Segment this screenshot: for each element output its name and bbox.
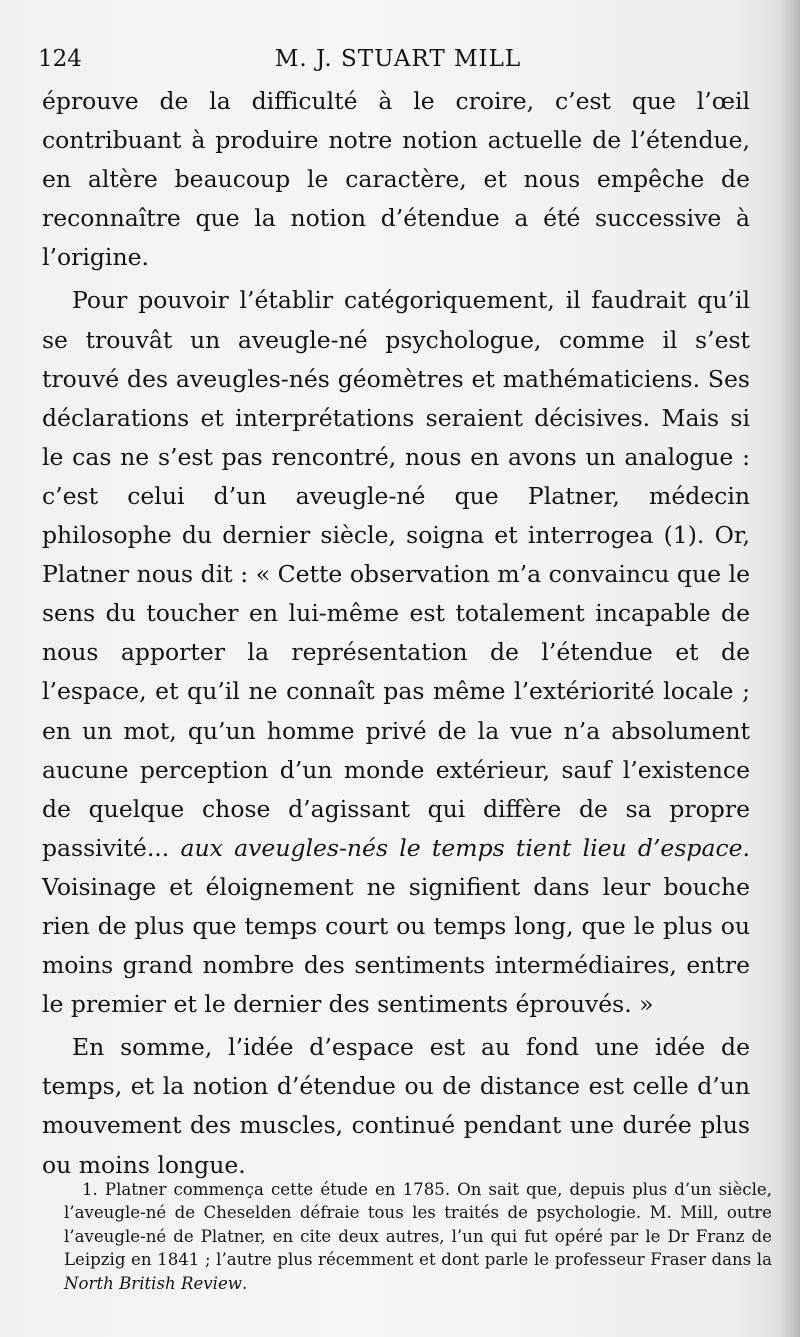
body-text [42,82,750,1185]
paragraph-1-text: éprouve de la difficulté à le croire, c’est que l’œil contribuant à produire notre notion actuelle de l’étendue, en altère beaucoup le caractère, et nous empêche de reconnaître que la notion d’étendue a été successive à l’origine. [42,87,750,272]
footnote-journal-title: North British Review [64,1273,242,1293]
paragraph-1 [42,82,750,277]
page-edge-shadow [778,0,800,1337]
paragraph-2-text-b: Voisinage et éloignement ne signifient dans leur bouche rien de plus que temps court ou temps long, que le plus ou moins grand nombre des sentiments intermédiaires, entre le premier et le dernier des sentiments éprouvés. » [42,872,750,1019]
page-number: 124 [38,46,82,72]
footnote-text-b: . [241,1273,248,1293]
running-title: M. J. STUART MILL [274,46,522,72]
footnote [64,1178,772,1295]
paragraph-2-italic-quote: aux aveugles-nés le temps tient lieu d’espace. [180,833,750,862]
paragraph-2 [42,281,750,1024]
paragraph-3 [42,1028,750,1184]
paragraph-2-text-a: Pour pouvoir l’établir catégoriquement, il faudrait qu’il se trouvât un aveugle-né psychologue, comme il s’est trouvé des aveugles-nés géomètres et mathématiciens. Ses déclarations et interprétations seraient décisives. Mais si le cas ne s’est pas rencontré, nous en avons un analogue : c’est celui d’un aveugle-né que Platner, médecin philosophe du dernier siècle, soigna et interrogea (1). Or, Platner nous dit : « Cette observation m’a convaincu que le sens du toucher en lui-même est totalement incapable de nous apporter la représentation de l’étendue et de l’espace, et qu’il ne connaît pas même l’extériorité locale ; en un mot, qu’un homme privé de la vue n’a absolument aucune perception d’un monde extérieur, sauf l’existence de quelque chose d’agissant qui diffère de sa propre passivité... [42,286,750,862]
page-header [38,42,758,76]
paragraph-3-text: En somme, l’idée d’espace est au fond une idée de temps, et la notion d’étendue ou de distance est celle d’un mouvement des muscles, continué pendant une durée plus ou moins longue. [42,1033,750,1179]
footnote-1 [64,1178,772,1295]
footnote-text-a: 1. Platner commença cette étude en 1785. On sait que, depuis plus d’un siècle, l’aveugle-né de Cheselden défraie tous les traités de psychologie. M. Mill, outre l’aveugle-né de Platner, en cite deux autres, l’un qui fut opéré par le Dr Franz de Leipzig en 1841 ; l’autre plus récemment et dont parle le professeur Fraser dans la [64,1180,772,1270]
